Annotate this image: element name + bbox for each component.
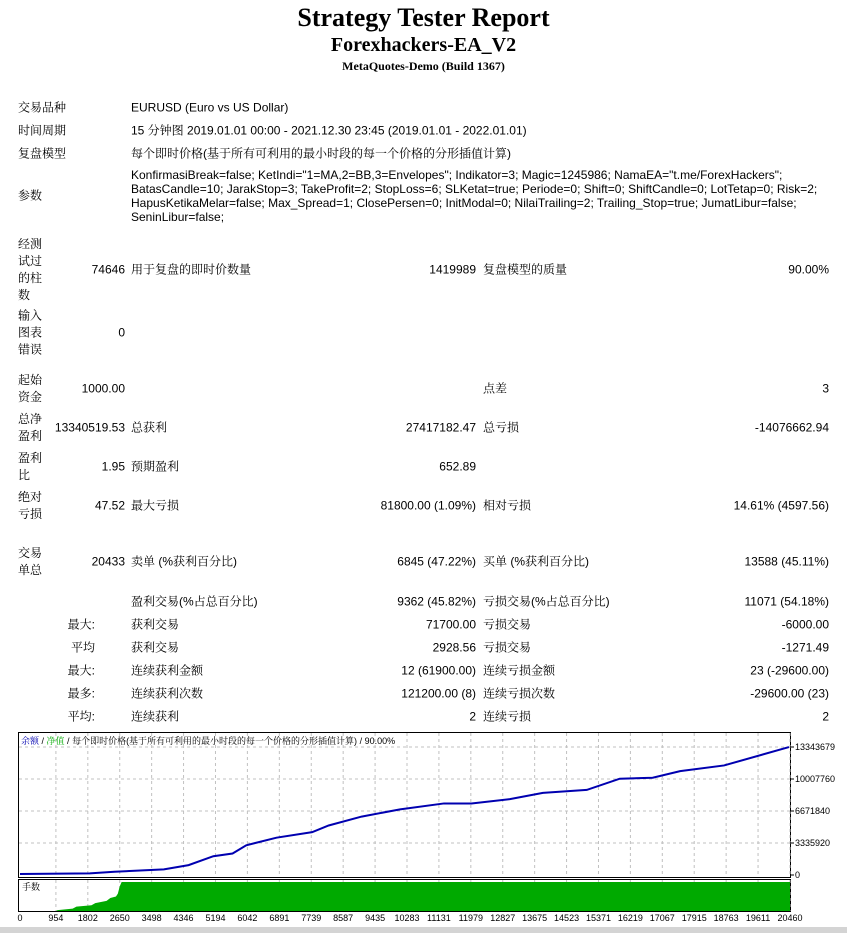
label: 总亏损 <box>483 420 520 435</box>
value: 9362 (45.82%) <box>397 594 476 608</box>
y-ticks <box>790 742 835 880</box>
label: 获利交易 <box>131 617 180 631</box>
equity-panel <box>19 733 791 878</box>
row-largest <box>0 613 847 636</box>
params-value <box>131 168 817 224</box>
row-bars <box>0 234 847 306</box>
value: 74646 <box>91 262 125 277</box>
x-tick-label: 11979 <box>458 913 484 923</box>
row-pf <box>0 447 847 487</box>
row-average <box>0 636 847 659</box>
x-tick-label: 3498 <box>141 913 162 923</box>
label: 复盘模型 <box>18 146 67 160</box>
label: 绝对亏损 <box>18 490 43 521</box>
prefix: 最大: <box>67 617 95 631</box>
label: 经测试过的柱数 <box>18 237 43 302</box>
x-tick-label: 17915 <box>681 913 707 923</box>
legend-sep: / <box>357 736 365 746</box>
legend-balance: 余额 <box>21 736 40 746</box>
value: 14.61% (4597.56) <box>733 498 829 513</box>
value: 12 (61900.00) <box>401 663 476 677</box>
value: 11071 (54.18%) <box>744 594 829 608</box>
value: 47.52 <box>94 498 125 513</box>
value: 2 <box>822 709 829 723</box>
label: 连续获利 <box>131 709 180 723</box>
x-tick-label: 13675 <box>522 913 548 923</box>
value: 13340519.53 <box>54 420 125 435</box>
label: 卖单 (%获利百分比) <box>131 554 237 569</box>
value: 1000.00 <box>81 381 125 396</box>
label: 连续获利金额 <box>131 663 204 677</box>
value: -6000.00 <box>781 617 829 631</box>
row-model <box>0 142 847 165</box>
label: 复盘模型的质量 <box>483 262 568 277</box>
ea-name: Forexhackers-EA_V2 <box>330 34 517 56</box>
y-tick-label: 10007760 <box>795 774 836 784</box>
value: 71700.00 <box>425 617 476 631</box>
params-line: SeninLibur=false; <box>131 210 225 224</box>
params-line: KonfirmasiBreak=false; KetIndi="1=MA,2=BB,3=Envelopes"; Indikator=3; Magic=1245986; NamaEA="t.me/ForexHackers"; <box>131 168 783 182</box>
value: EURUSD (Euro vs US Dollar) <box>131 100 289 114</box>
row-deposit <box>0 369 847 409</box>
row-drawdown <box>0 486 847 526</box>
value: 652.89 <box>439 459 476 474</box>
row-errors <box>0 307 847 359</box>
x-tick-label: 6042 <box>237 913 258 923</box>
x-tick-label: 9435 <box>365 913 386 923</box>
value: 23 (-29600.00) <box>750 663 829 677</box>
label: 交易单总 <box>18 546 43 577</box>
label: 交易品种 <box>18 100 67 114</box>
row-winloss <box>0 590 847 613</box>
x-tick-label: 2650 <box>109 913 130 923</box>
y-tick-label: 3335920 <box>795 838 831 848</box>
x-tick-label: 11131 <box>427 913 451 923</box>
x-tick-label: 1802 <box>77 913 98 923</box>
prefix: 最大: <box>67 663 95 677</box>
label: 用于复盘的即时价数量 <box>131 262 252 277</box>
volume-label: 手数 <box>22 882 41 892</box>
row-max-consecutive-amount <box>0 659 847 682</box>
legend-equity: 净值 <box>46 736 65 746</box>
params-line: BatasCandle=10; JarakStop=3; TakeProfit=2; StopLoss=6; SLKetat=true; Periode=0; Shift=0; ShiftCandle=0; LotTetap=0; Risk=2; <box>131 182 818 196</box>
value: 1419989 <box>429 262 476 277</box>
label: 连续亏损金额 <box>483 663 556 677</box>
value: 20433 <box>91 554 125 569</box>
value: 每个即时价格(基于所有可利用的最小时段的每一个价格的分形插值计算) <box>131 146 511 160</box>
legend-sep: / <box>64 736 73 746</box>
value: 1.95 <box>101 459 125 474</box>
legend-model: 每个即时价格(基于所有可利用的最小时段的每一个价格的分形插值计算) <box>72 736 358 746</box>
label: 最大亏损 <box>131 498 180 513</box>
value: 3 <box>822 381 829 396</box>
x-tick-label: 20460 <box>777 913 803 923</box>
label: 连续亏损次数 <box>483 686 556 700</box>
label: 盈利交易(%占总百分比) <box>131 594 258 608</box>
label: 参数 <box>18 188 43 203</box>
value: 15 分钟图 2019.01.01 00:00 - 2021.12.30 23:45 (2019.01.01 - 2022.01.01) <box>131 123 527 137</box>
volume-series <box>20 882 790 911</box>
x-tick-label: 4346 <box>173 913 194 923</box>
x-tick-label: 12827 <box>490 913 516 923</box>
row-period <box>0 119 847 142</box>
row-params <box>0 166 847 226</box>
label: 亏损交易 <box>483 640 532 654</box>
value: -1271.49 <box>781 640 829 654</box>
label: 起始资金 <box>18 373 43 404</box>
label: 获利交易 <box>131 640 180 654</box>
row-max-consecutive-count <box>0 682 847 705</box>
value: -14076662.94 <box>754 420 829 435</box>
value: 27417182.47 <box>405 420 476 435</box>
label: 预期盈利 <box>131 459 180 474</box>
value: 81800.00 (1.09%) <box>380 498 476 513</box>
label: 亏损交易(%占总百分比) <box>483 594 610 608</box>
x-tick-label: 8587 <box>333 913 354 923</box>
label: 点差 <box>483 381 508 396</box>
label: 连续获利次数 <box>131 686 204 700</box>
label: 总净盈利 <box>18 412 43 443</box>
label: 亏损交易 <box>483 617 532 631</box>
x-tick-label: 19611 <box>745 913 771 923</box>
value: 6845 (47.22%) <box>397 554 476 569</box>
label: 连续亏损 <box>483 709 532 723</box>
x-tick-label: 15371 <box>585 913 611 923</box>
y-tick-label: 13343679 <box>795 742 836 752</box>
x-tick-label: 10283 <box>394 913 420 923</box>
x-tick-label: 14523 <box>554 913 580 923</box>
x-tick-label: 17067 <box>649 913 675 923</box>
x-tick-label: 6891 <box>269 913 290 923</box>
value: 2928.56 <box>432 640 476 654</box>
row-trades <box>0 536 847 588</box>
x-tick-label: 954 <box>48 913 64 923</box>
y-tick-label: 0 <box>795 870 801 880</box>
label: 相对亏损 <box>483 498 532 513</box>
label: 买单 (%获利百分比) <box>483 554 589 569</box>
legend-sep: / <box>39 736 47 746</box>
bottom-border <box>0 927 847 933</box>
value: 121200.00 (8) <box>401 686 476 700</box>
label: 时间周期 <box>18 123 67 137</box>
x-tick-label: 0 <box>17 913 23 923</box>
report-title: Strategy Tester Report <box>297 3 550 32</box>
row-avg-consecutive <box>0 705 847 728</box>
x-tick-label: 18763 <box>713 913 739 923</box>
server-info: MetaQuotes-Demo (Build 1367) <box>342 59 505 73</box>
params-line: HapusKetikaMelar=false; Max_Spread=1; ClosePersen=0; InitModal=0; NilaiTrailing=2; Trailing_Stop=true; JumatLibur=false; <box>131 196 797 210</box>
prefix: 平均: <box>67 709 95 723</box>
prefix: 平均 <box>70 640 95 654</box>
x-tick-label: 16219 <box>617 913 643 923</box>
y-tick-label: 6671840 <box>795 806 831 816</box>
legend-quality: 90.00% <box>364 736 396 746</box>
volume-area <box>20 882 790 911</box>
x-tick-label: 7739 <box>301 913 322 923</box>
row-symbol <box>0 96 847 119</box>
chart-legend <box>21 735 395 746</box>
value: 13588 (45.11%) <box>744 554 829 569</box>
prefix: 最多: <box>67 686 95 700</box>
label: 总获利 <box>131 420 168 435</box>
value: -29600.00 (23) <box>750 686 829 700</box>
value: 0 <box>118 325 125 340</box>
label: 输入图表错误 <box>18 308 43 357</box>
x-ticks <box>17 913 802 923</box>
label: 盈利比 <box>18 451 43 482</box>
balance-chart <box>18 732 847 927</box>
value: 2 <box>469 709 476 723</box>
x-tick-label: 5194 <box>205 913 226 923</box>
row-net <box>0 408 847 448</box>
value: 90.00% <box>788 262 829 277</box>
